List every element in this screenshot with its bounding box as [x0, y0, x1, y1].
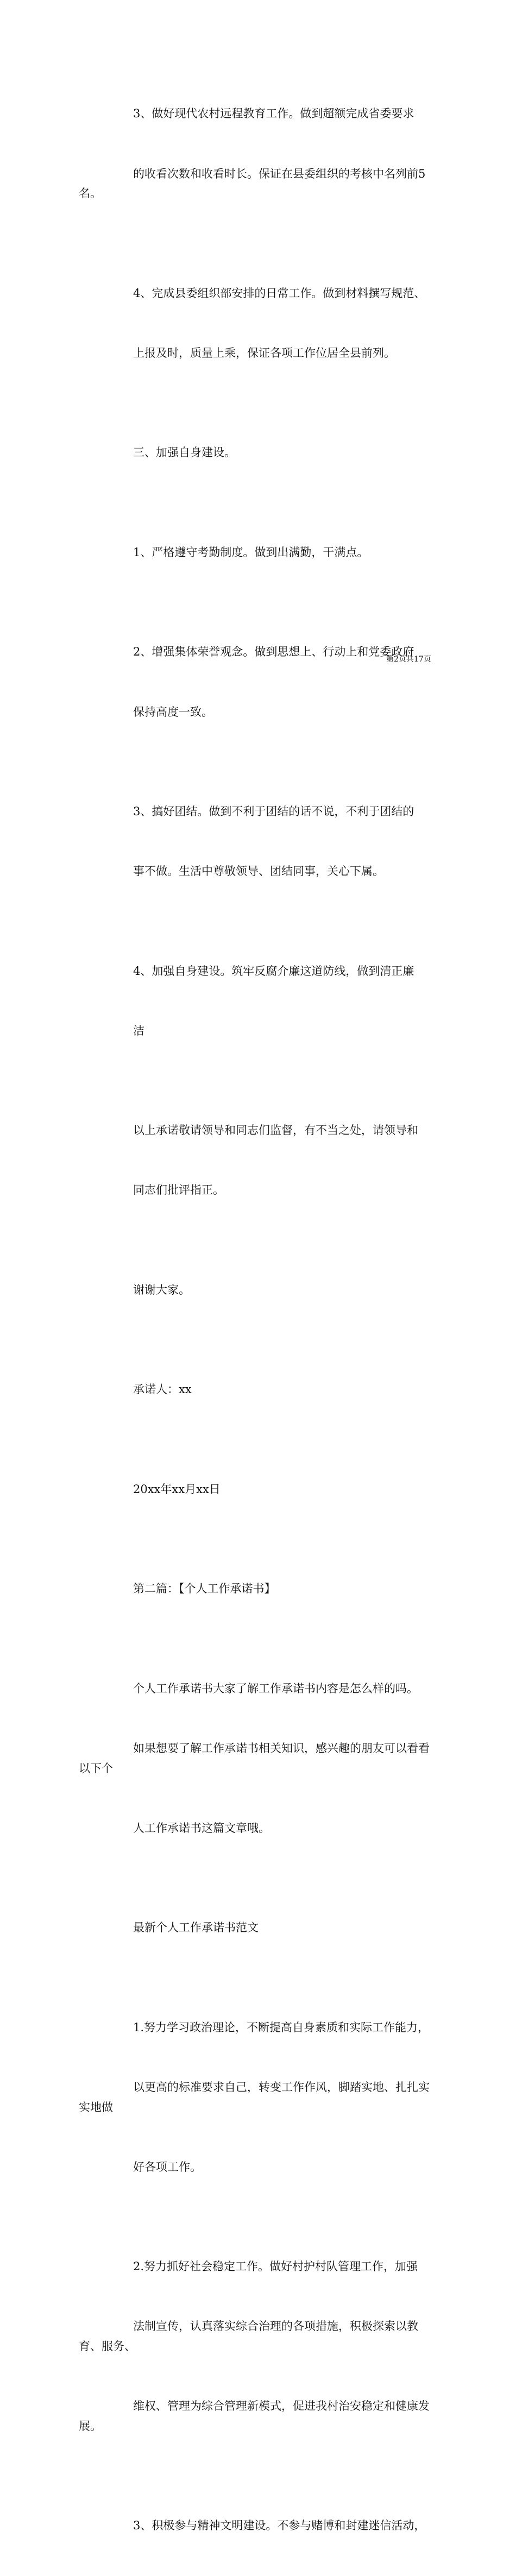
paragraph-6	[79, 762, 440, 922]
paragraph-line: 上报及时，质量上乘，保证各项工作位居全县前列。	[133, 346, 395, 360]
date-line	[79, 1440, 440, 1540]
paragraph-4	[79, 502, 440, 602]
paragraph-line: 3、积极参与精神文明建设。不参与赌博和封建迷信活动，	[133, 2519, 426, 2533]
paragraph-line: 好各项工作。	[133, 2160, 202, 2174]
paragraph-line: 承诺人：xx	[133, 1383, 192, 1396]
paragraph-line: 4、加强自身建设。筑牢反腐介廉这道防线，做到清正廉	[133, 964, 414, 978]
paragraph-line: 20xx年xx月xx日	[133, 1482, 221, 1496]
paragraph-line: 2、增强集体荣誉观念。做到思想上、行动上和党委政府	[133, 645, 414, 659]
paragraph-line: 法制宣传，认真落实综合治理的各项措施，积极探索以教育、服务、	[79, 2320, 418, 2353]
paragraph-line: 以上承诺敬请领导和同志们监督，有不当之处，请领导和	[133, 1124, 418, 1137]
paragraph-line: 谢谢大家。	[133, 1283, 190, 1296]
paragraph-13	[79, 1639, 440, 1878]
paragraph-line: 3、搞好团结。做到不利于团结的话不说，不利于团结的	[133, 805, 414, 818]
paragraph-line: 的收看次数和收看时长。保证在县委组织的考核中名列前5名。	[79, 167, 426, 200]
paragraph-line: 同志们批评指正。	[133, 1183, 224, 1197]
paragraph-17	[79, 2476, 440, 2576]
paragraph-line: 1、严格遵守考勤制度。做到出满勤，干满点。	[133, 545, 369, 559]
paragraph-line: 人工作承诺书这篇文章哦。	[133, 1821, 270, 1835]
document-body	[79, 64, 440, 2576]
paragraph-line: 3、做好现代农村远程教育工作。做到超额完成省委要求	[133, 107, 414, 121]
signatory	[79, 1340, 440, 1440]
paragraph-5	[79, 602, 440, 762]
paragraph-7	[79, 921, 440, 1081]
paragraph-line: 保持高度一致。	[133, 705, 213, 719]
paragraph-line: 如果想要了解工作承诺书相关知识，感兴趣的朋友可以看看以下个	[79, 1742, 430, 1775]
page-number-footer: 第2页共17页	[386, 655, 431, 664]
paragraph-line: 三、加强自身建设。	[133, 446, 236, 459]
paragraph-line: 2.努力抓好社会稳定工作。做好村护村队管理工作，加强	[133, 2260, 418, 2273]
paragraph-1	[79, 64, 440, 243]
paragraph-2	[79, 243, 440, 403]
chapter-title	[79, 1539, 440, 1639]
paragraph-line: 个人工作承诺书大家了解工作承诺书内容是怎么样的吗。	[133, 1681, 418, 1695]
paragraph-16	[79, 2217, 440, 2476]
paragraph-line: 维权、管理为综合管理新模式，促进我村治安稳定和健康发展。	[79, 2399, 430, 2433]
paragraph-15	[79, 1978, 440, 2217]
closing-thanks	[79, 1240, 440, 1340]
paragraph-line: 第二篇：【个人工作承诺书】	[133, 1582, 276, 1596]
paragraph-line: 最新个人工作承诺书范文	[133, 1921, 259, 1935]
paragraph-line: 以更高的标准要求自己，转变工作作风，脚踏实地、扎扎实实地做	[79, 2081, 430, 2114]
paragraph-line: 4、完成县委组织部安排的日常工作。做到材料撰写规范、	[133, 286, 426, 300]
paragraph-8	[79, 1081, 440, 1240]
paragraph-line: 1.努力学习政治理论，不断提高自身素质和实际工作能力，	[133, 2020, 430, 2034]
paragraph-line: 洁	[133, 1024, 144, 1037]
section-heading	[79, 403, 440, 503]
paragraph-line: 事不做。生活中尊敬领导、团结同事，关心下属。	[133, 865, 384, 878]
subheading	[79, 1878, 440, 1978]
